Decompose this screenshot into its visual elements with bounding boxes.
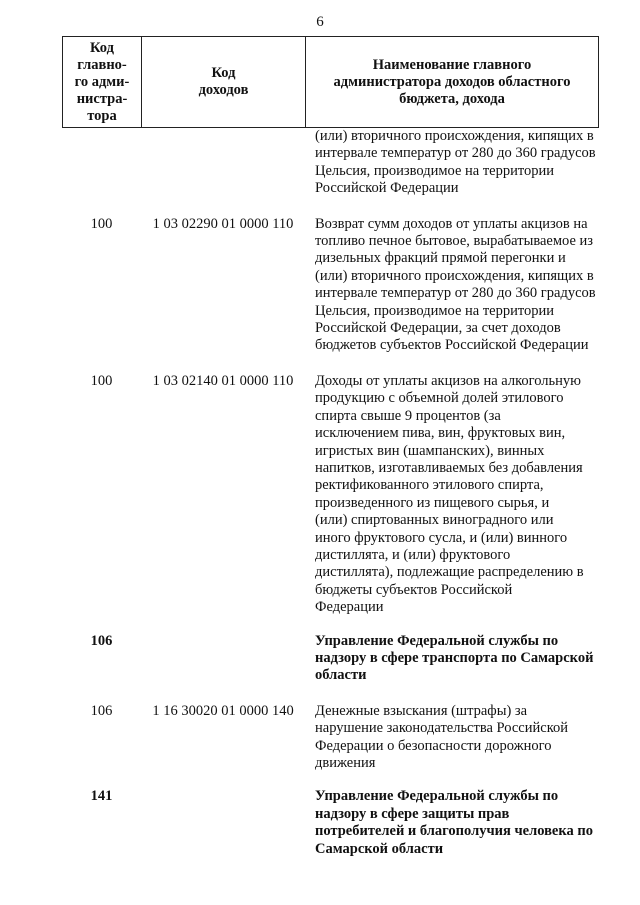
table-row-section (62, 633, 602, 685)
text-line: области (315, 667, 367, 684)
text-line: дистиллята), подлежащие распределению в (315, 564, 584, 581)
text-line: Российской Федерации, за счет доходов (315, 320, 561, 337)
text-line: Управление Федеральной службы по (315, 788, 559, 805)
page-number: 6 (316, 14, 324, 30)
income-code: 1 16 30020 01 0000 140 (152, 702, 294, 719)
header-admin-code (63, 37, 142, 127)
header-line: Наименование главного (372, 56, 532, 73)
text-line: Возврат сумм доходов от уплаты акцизов на (315, 215, 588, 232)
header-name (306, 37, 598, 127)
table-header (62, 36, 599, 128)
text-line: потребителей и благополучия человека по (315, 823, 593, 840)
text-line: (или) вторичного происхождения, кипящих в (315, 128, 594, 144)
text-line: нарушение законодательства Российской (315, 720, 569, 737)
header-line: го адми- (74, 73, 130, 90)
row-name (305, 216, 602, 355)
text-line: Российской Федерации (315, 180, 459, 197)
text-line: произведенного из пищевого сырья, и (315, 494, 550, 511)
income-code (141, 788, 305, 858)
text-line: Доходы от уплаты акцизов на алкогольную (315, 372, 581, 389)
row-name (305, 128, 602, 198)
admin-code: 141 (90, 788, 113, 805)
admin-code: 106 (90, 632, 113, 649)
text-line: бюджетов субъектов Российской Федерации (315, 337, 589, 354)
text-line: Управление Федеральной службы по (315, 632, 559, 649)
text-line: интервале температур от 280 до 360 градусов (315, 145, 596, 162)
row-name (305, 633, 602, 685)
table-body (62, 128, 602, 858)
table-row-section (62, 788, 602, 858)
admin-code: 100 (90, 372, 113, 389)
header-line: Код (211, 65, 236, 81)
income-code: 1 03 02290 01 0000 110 (152, 215, 294, 232)
header-line: бюджета, дохода (399, 90, 505, 107)
text-line: (или) вторичного происхождения, кипящих в (315, 267, 594, 284)
text-line: Цельсия, производимое на территории (315, 162, 555, 179)
text-line: Цельсия, производимое на территории (315, 302, 555, 319)
text-line: исключением пива, вин, фруктовых вин, (315, 425, 566, 442)
text-line: бюджеты субъектов Российской (315, 581, 513, 598)
admin-code (62, 128, 141, 198)
table-row (62, 373, 602, 617)
text-line: дизельных фракций прямой перегонки и (315, 250, 566, 267)
text-line: топливо печное бытовое, вырабатываемое из (315, 233, 593, 250)
text-line: Федерации о безопасности дорожного (315, 737, 552, 754)
header-line: доходов (198, 82, 249, 98)
admin-code: 106 (90, 702, 113, 719)
table-row (62, 703, 602, 773)
admin-code: 100 (90, 215, 113, 232)
text-line: движения (315, 755, 376, 771)
row-name (305, 373, 602, 617)
income-code (141, 633, 305, 685)
text-line: надзору в сфере транспорта по Самарской (315, 649, 594, 666)
table-row (62, 216, 602, 355)
text-line: спирта свыше 9 процентов (за (315, 407, 501, 424)
text-line: (или) спиртованных виноградного или (315, 512, 554, 529)
text-line: напитков, изготавливаемых без добавления (315, 459, 583, 476)
income-code (141, 128, 305, 198)
header-line: Код (90, 39, 114, 56)
text-line: надзору в сфере защиты прав (315, 805, 510, 822)
text-line: иного фруктового сусла, и (или) винного (315, 529, 568, 546)
text-line: ректификованного этилового спирта, (315, 477, 544, 494)
text-line: продукцию с объемной долей этилового (315, 390, 564, 407)
text-line: Федерации (315, 599, 384, 616)
header-line: главно- (77, 56, 127, 73)
header-line: нистра- (76, 90, 128, 107)
header-income-code (142, 37, 306, 127)
income-code: 1 03 02140 01 0000 110 (152, 372, 294, 389)
header-line: тора (87, 107, 117, 124)
row-name (305, 703, 602, 773)
header-line: администратора доходов областного (333, 73, 571, 90)
row-name (305, 788, 602, 858)
text-line: дистиллята, и (или) фруктового (315, 546, 511, 563)
text-line: интервале температур от 280 до 360 градусов (315, 285, 596, 302)
text-line: Денежные взыскания (штрафы) за (315, 702, 528, 719)
text-line: игристых вин (шампанских), винных (315, 442, 545, 459)
table-row (62, 128, 602, 198)
text-line: Самарской области (315, 840, 444, 857)
